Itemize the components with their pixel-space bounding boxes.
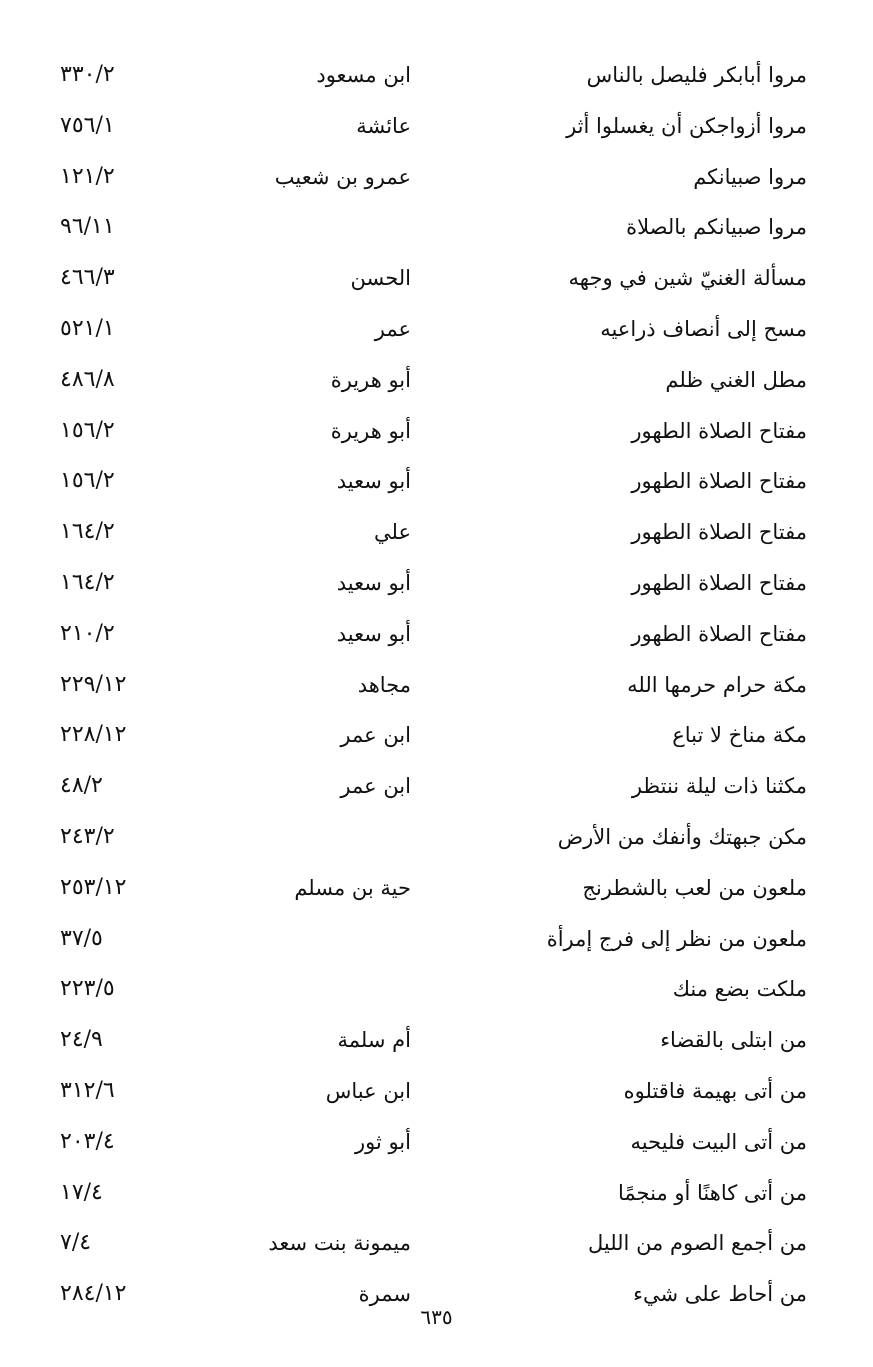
volume-page-reference: ٢٢٣/٥ [60, 976, 115, 1002]
index-row [0, 1173, 873, 1213]
index-row [0, 563, 873, 603]
index-row [0, 1122, 873, 1162]
narrator-name: عمر [374, 317, 411, 341]
index-row [0, 1020, 873, 1060]
narrator-name: الحسن [350, 266, 411, 291]
hadith-text: مفتاح الصلاة الطهور [631, 469, 807, 494]
volume-page-reference: ٢١٠/٢ [60, 620, 115, 646]
index-row [0, 207, 873, 247]
volume-page-reference: ١٢١/٢ [60, 163, 115, 189]
volume-page-reference: ٧٥٦/١ [60, 112, 115, 138]
volume-page-reference: ٢٢٩/١٢ [60, 671, 127, 697]
hadith-text: مكة مناخ لا تباع [672, 723, 807, 748]
volume-page-reference: ٥٢١/١ [60, 316, 115, 341]
hadith-text: مكن جبهتك وأنفك من الأرض [557, 825, 807, 849]
index-row [0, 411, 873, 451]
index-row [0, 461, 873, 501]
index-row [0, 55, 873, 95]
index-row [0, 258, 873, 298]
hadith-text: من ابتلى بالقضاء [660, 1028, 807, 1053]
volume-page-reference: ٤٦٦/٣ [60, 265, 115, 291]
narrator-name: ابن مسعود [316, 63, 411, 87]
hadith-text: مفتاح الصلاة الطهور [631, 418, 807, 443]
volume-page-reference: ٩٦/١١ [60, 214, 115, 240]
volume-page-reference: ٧/٤ [60, 1230, 92, 1256]
narrator-name: علي [374, 520, 411, 545]
hadith-text: مفتاح الصلاة الطهور [631, 621, 807, 646]
narrator-name: أبو هريرة [330, 418, 411, 443]
index-row [0, 919, 873, 959]
hadith-text: ملكت بضع منك [672, 977, 807, 1002]
narrator-name: أم سلمة [337, 1028, 411, 1053]
narrator-name: مجاهد [357, 672, 411, 697]
hadith-text: مفتاح الصلاة الطهور [631, 520, 807, 545]
volume-page-reference: ١٦٤/٢ [60, 519, 115, 545]
narrator-name: أبو سعيد [336, 621, 411, 646]
hadith-text: مروا أبابكر فليصل بالناس [586, 63, 807, 87]
hadith-text: ملعون من نظر إلى فرج إمرأة [546, 926, 807, 951]
index-row [0, 512, 873, 552]
volume-page-reference: ٤٨/٢ [60, 773, 103, 799]
hadith-text: مطل الغني ظلم [665, 367, 807, 392]
narrator-name: ابن عمر [340, 723, 411, 748]
index-row [0, 157, 873, 197]
volume-page-reference: ٢٤/٩ [60, 1027, 103, 1053]
index-row [0, 1071, 873, 1111]
hadith-text: من أتى كاهنًا أو منجمًا [618, 1180, 807, 1205]
index-row [0, 969, 873, 1009]
index-row [0, 309, 873, 349]
hadith-text: مروا صبيانكم [693, 164, 807, 189]
index-row [0, 1223, 873, 1263]
page-number: ٦٣٥ [420, 1305, 453, 1329]
hadith-text: من أجمع الصوم من الليل [587, 1231, 807, 1256]
hadith-text: من أحاط على شيء [633, 1282, 807, 1307]
volume-page-reference: ١٧/٤ [60, 1179, 103, 1205]
narrator-name: أبو هريرة [330, 367, 411, 392]
hadith-text: ملعون من لعب بالشطرنج [582, 875, 807, 900]
volume-page-reference: ١٥٦/٢ [60, 468, 115, 494]
hadith-text: مروا صبيانكم بالصلاة [626, 215, 807, 240]
narrator-name: ابن عمر [340, 774, 411, 799]
volume-page-reference: ٤٨٦/٨ [60, 366, 115, 392]
hadith-text: من أتى بهيمة فاقتلوه [623, 1079, 807, 1103]
index-row [0, 106, 873, 146]
hadith-text: مفتاح الصلاة الطهور [631, 571, 807, 595]
volume-page-reference: ٣١٢/٦ [60, 1078, 115, 1103]
volume-page-reference: ٢٥٣/١٢ [60, 874, 127, 900]
volume-page-reference: ٣٧/٥ [60, 925, 103, 951]
volume-page-reference: ٢٨٤/١٢ [60, 1281, 127, 1307]
hadith-text: مروا أزواجكن أن يغسلوا أثر [566, 113, 807, 138]
volume-page-reference: ٢٠٣/٤ [60, 1128, 115, 1154]
volume-page-reference: ١٥٦/٢ [60, 417, 115, 443]
narrator-name: عائشة [356, 113, 411, 138]
index-row [0, 360, 873, 400]
hadith-text: مسألة الغنيّ شين في وجهه [568, 266, 807, 291]
narrator-name: عمرو بن شعيب [274, 164, 411, 189]
volume-page-reference: ٢٤٣/٢ [60, 824, 115, 849]
narrator-name: أبو سعيد [336, 469, 411, 494]
narrator-name: ميمونة بنت سعد [268, 1231, 411, 1256]
hadith-text: مسح إلى أنصاف ذراعيه [600, 317, 807, 341]
index-row [0, 715, 873, 755]
index-row [0, 868, 873, 908]
volume-page-reference: ٣٣٠/٢ [60, 62, 115, 87]
volume-page-reference: ١٦٤/٢ [60, 570, 115, 595]
index-row [0, 665, 873, 705]
index-row [0, 817, 873, 857]
volume-page-reference: ٢٢٨/١٢ [60, 722, 127, 748]
narrator-name: حية بن مسلم [294, 875, 411, 900]
hadith-text: من أتى البيت فليحيه [630, 1129, 807, 1154]
index-row [0, 766, 873, 806]
hadith-text: مكثنا ذات ليلة ننتظر [631, 774, 807, 799]
narrator-name: سمرة [358, 1282, 411, 1307]
narrator-name: أبو سعيد [336, 571, 411, 595]
index-row [0, 614, 873, 654]
hadith-text: مكة حرام حرمها الله [627, 672, 807, 697]
narrator-name: ابن عباس [325, 1079, 411, 1103]
narrator-name: أبو ثور [354, 1129, 411, 1154]
